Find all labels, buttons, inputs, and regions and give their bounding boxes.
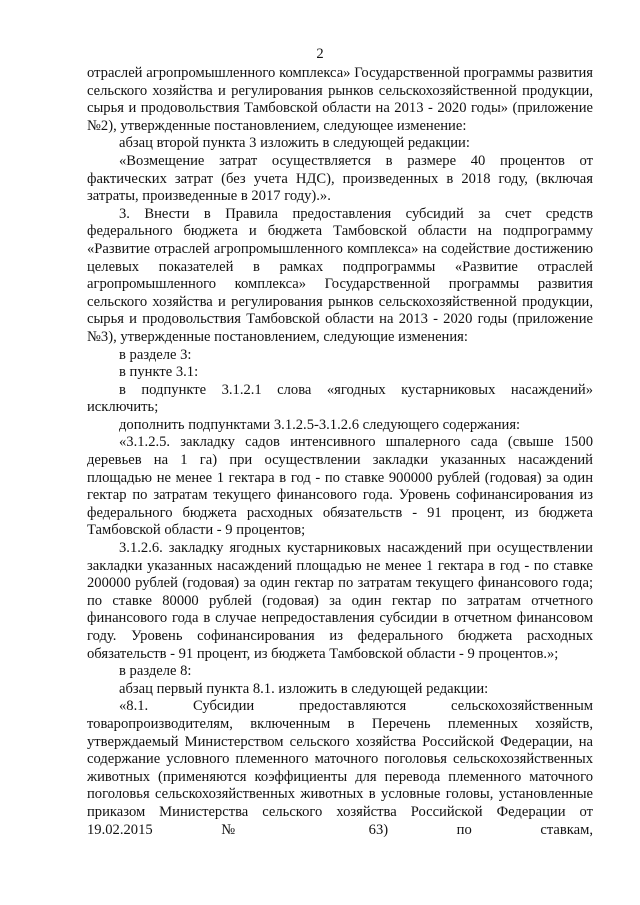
paragraph-section-3: в разделе 3: — [119, 346, 192, 363]
paragraph-continuation: отраслей агропромышленного комплекса» Государственной программы развития сельского хозяйства и регулирования рынков сельскохозяйственной продукции, сырья и продовольствия Тамбовской области на 2013 - 2020 годы» (приложение №2), утвержденные постановлением, следующее изменение: — [87, 65, 593, 134]
paragraph-section-8: в разделе 8: — [119, 663, 192, 680]
paragraph-subpoint-3-1-2-5: «3.1.2.5. закладку садов интенсивного шпалерного сада (свыше 1500 деревьев на 1 га) при осуществлении закладки указанных насаждений площадью не менее 1 гектара в год - по ставке 900000 рублей (годовая) за один гектар по затратам текущего финансового года. Уровень софинансирования из федерального бюджета расходных обязательств - 91 процент, из бюджета Тамбовской области - 9 процентов; — [87, 434, 593, 539]
paragraph-instruction: абзац второй пункта 3 изложить в следующей редакции: — [119, 135, 470, 152]
paragraph-point-8-1: «8.1. Субсидии предоставляются сельскохозяйственным товаропроизводителям, включенным в Перечень племенных хозяйств, утверждаемый Министерством сельского хозяйства Российской Федерации, на содержание условного племенного маточного поголовья сельскохозяйственных животных (применяются коэффициенты для перевода племенного маточного поголовья сельскохозяйственных животных в условные головы, установленные приказом Министерства сельского хозяйства Российской Федерации от 19.02.2015 № 63) по ставкам, — [87, 698, 593, 838]
paragraph-subpoint-3-1-2-6: 3.1.2.6. закладку ягодных кустарниковых насаждений при осуществлении закладки указанных насаждений площадью не менее 1 гектара в год - по ставке 200000 рублей (годовая) за один гектар по затратам текущего финансового года; по ставке 80000 рублей (годовая) за один гектар по затратам отчетного финансового года в случае непредоставления субсидии в отчетном финансовом году. Уровень софинансирования из федерального бюджета расходных обязательств - 91 процент, из бюджета Тамбовской области - 9 процентов.»; — [87, 540, 593, 662]
document-body — [87, 65, 593, 839]
paragraph-point-3-1: в пункте 3.1: — [119, 364, 199, 381]
paragraph-point-8-1-instruction: абзац первый пункта 8.1. изложить в следующей редакции: — [119, 680, 489, 697]
paragraph-item-3: 3. Внести в Правила предоставления субсидий за счет средств федерального бюджета и бюджета Тамбовской области на подпрограмму «Развитие отраслей агропромышленного комплекса» на содействие достижению целевых показателей в рамках подпрограммы «Развитие отраслей агропромышленного комплекса» Государственной программы развития сельского хозяйства и регулирования рынков сельскохозяйственной продукции, сырья и продовольствия Тамбовской области на 2013 - 2020 годы (приложение №3), утвержденные постановлением, следующие изменения: — [87, 205, 593, 345]
paragraph-subpoint-3-1-2-1: в подпункте 3.1.2.1 слова «ягодных кустарниковых насаждений» исключить; — [87, 381, 593, 416]
page-number: 2 — [316, 46, 324, 62]
paragraph-quote: «Возмещение затрат осуществляется в размере 40 процентов от фактических затрат (без учета НДС), произведенных в 2018 году, (включая затраты, произведенные в 2017 году).». — [87, 152, 593, 205]
paragraph-add-subpoints: дополнить подпунктами 3.1.2.5-3.1.2.6 следующего содержания: — [119, 416, 521, 433]
